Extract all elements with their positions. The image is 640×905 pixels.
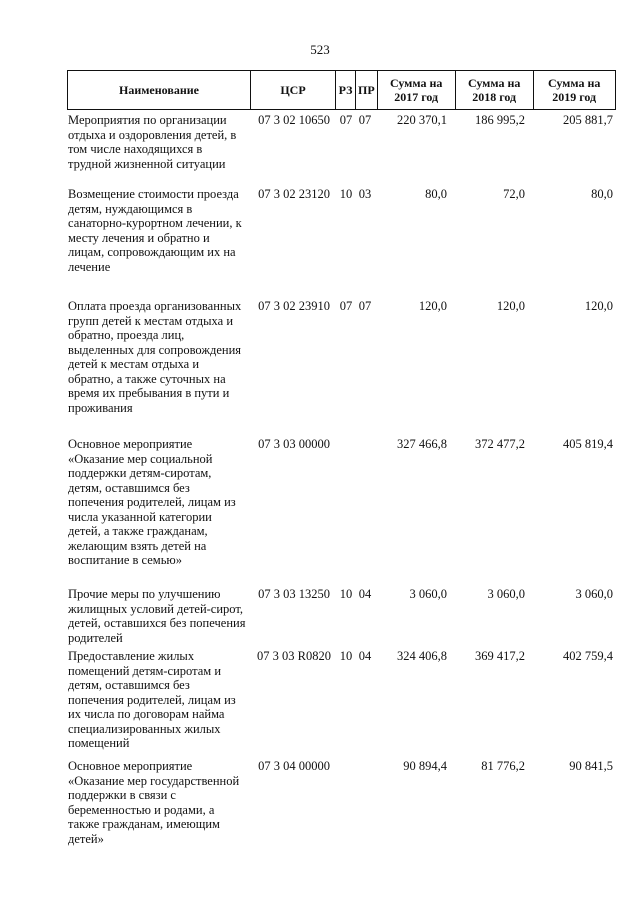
row-2018: 372 477,2 <box>475 437 525 451</box>
row-rz: 10 <box>339 187 353 201</box>
row-pr: 07 <box>358 299 372 313</box>
row-2018: 81 776,2 <box>481 759 525 773</box>
row-2018: 369 417,2 <box>475 649 525 663</box>
header-rz: РЗ <box>336 71 356 110</box>
header-2017: Сумма на 2017 год <box>377 71 455 110</box>
row-2018: 3 060,0 <box>487 587 525 601</box>
row-name: Оплата проезда организованных групп детей к местам отдыха и обратно, проезда лиц, выделенных для сопровождения детей к местам отдыха и обратно, а также суточных на время их пребывания в пути и проживания <box>68 299 242 415</box>
row-name: Возмещение стоимости проезда детям, нуждающимся в санаторно-курортном лечении, к месту лечения и обратно и лицам, сопровождающим их на лечение <box>68 187 242 274</box>
row-pr: 04 <box>358 649 372 663</box>
header-csr: ЦСР <box>251 71 336 110</box>
row-csr: 07 3 03 13250 <box>258 587 330 601</box>
table-row <box>68 437 613 587</box>
table-header <box>67 70 616 110</box>
row-name: Мероприятия по организации отдыха и оздоровления детей, в том числе находящихся в трудной жизненной ситуации <box>68 113 237 171</box>
table-row <box>68 759 613 859</box>
row-2018: 120,0 <box>496 299 525 313</box>
row-name: Основное мероприятие «Оказание мер социальной поддержки детям-сиротам, детям, оставшимся без попечения родителей, лицам из числа указанной категории детей, а также гражданам, желающим взять детей на воспитание в семью» <box>68 437 236 567</box>
row-2019: 405 819,4 <box>563 437 613 451</box>
row-pr: 03 <box>358 187 372 201</box>
row-rz: 10 <box>339 649 353 663</box>
row-csr: 07 3 02 10650 <box>258 113 330 127</box>
row-rz: 10 <box>339 587 353 601</box>
row-pr: 04 <box>358 587 372 601</box>
row-2019: 205 881,7 <box>563 113 613 127</box>
row-csr: 07 3 03 00000 <box>258 437 330 451</box>
row-2017: 3 060,0 <box>409 587 447 601</box>
row-csr: 07 3 03 R0820 <box>257 649 331 663</box>
table-row <box>68 587 613 649</box>
row-2018: 186 995,2 <box>475 113 525 127</box>
row-rz: 07 <box>339 113 353 127</box>
page-number: 523 <box>310 42 330 57</box>
header-pr: ПР <box>356 71 378 110</box>
table-row <box>68 299 613 437</box>
row-2017: 327 466,8 <box>397 437 447 451</box>
row-2019: 3 060,0 <box>575 587 613 601</box>
row-csr: 07 3 02 23120 <box>258 187 330 201</box>
row-pr: 07 <box>358 113 372 127</box>
row-2017: 120,0 <box>418 299 447 313</box>
row-2017: 324 406,8 <box>397 649 447 663</box>
table-body <box>68 113 613 859</box>
row-2017: 90 894,4 <box>403 759 447 773</box>
row-csr: 07 3 02 23910 <box>258 299 330 313</box>
header-2019: Сумма на 2019 год <box>533 71 615 110</box>
table-row <box>68 649 613 759</box>
row-csr: 07 3 04 00000 <box>258 759 330 773</box>
row-2019: 90 841,5 <box>569 759 613 773</box>
row-2017: 80,0 <box>425 187 447 201</box>
row-2019: 402 759,4 <box>563 649 613 663</box>
row-2018: 72,0 <box>503 187 525 201</box>
row-name: Прочие меры по улучшению жилищных условий детей-сирот, детей, оставшихся без попечения родителей <box>68 587 246 645</box>
row-2019: 80,0 <box>591 187 613 201</box>
table-row <box>68 187 613 299</box>
row-2017: 220 370,1 <box>397 113 447 127</box>
row-rz: 07 <box>339 299 353 313</box>
row-name: Предоставление жилых помещений детям-сиротам и детям, оставшимся без попечения родителей, лицам из их числа по договорам найма специализированных жилых помещений <box>68 649 236 750</box>
header-2018: Сумма на 2018 год <box>455 71 533 110</box>
table-row <box>68 113 613 187</box>
header-name: Наименование <box>68 71 251 110</box>
row-2019: 120,0 <box>584 299 613 313</box>
row-name: Основное мероприятие «Оказание мер государственной поддержки в связи с беременностью и родами, а также гражданам, имеющим детей» <box>68 759 240 846</box>
